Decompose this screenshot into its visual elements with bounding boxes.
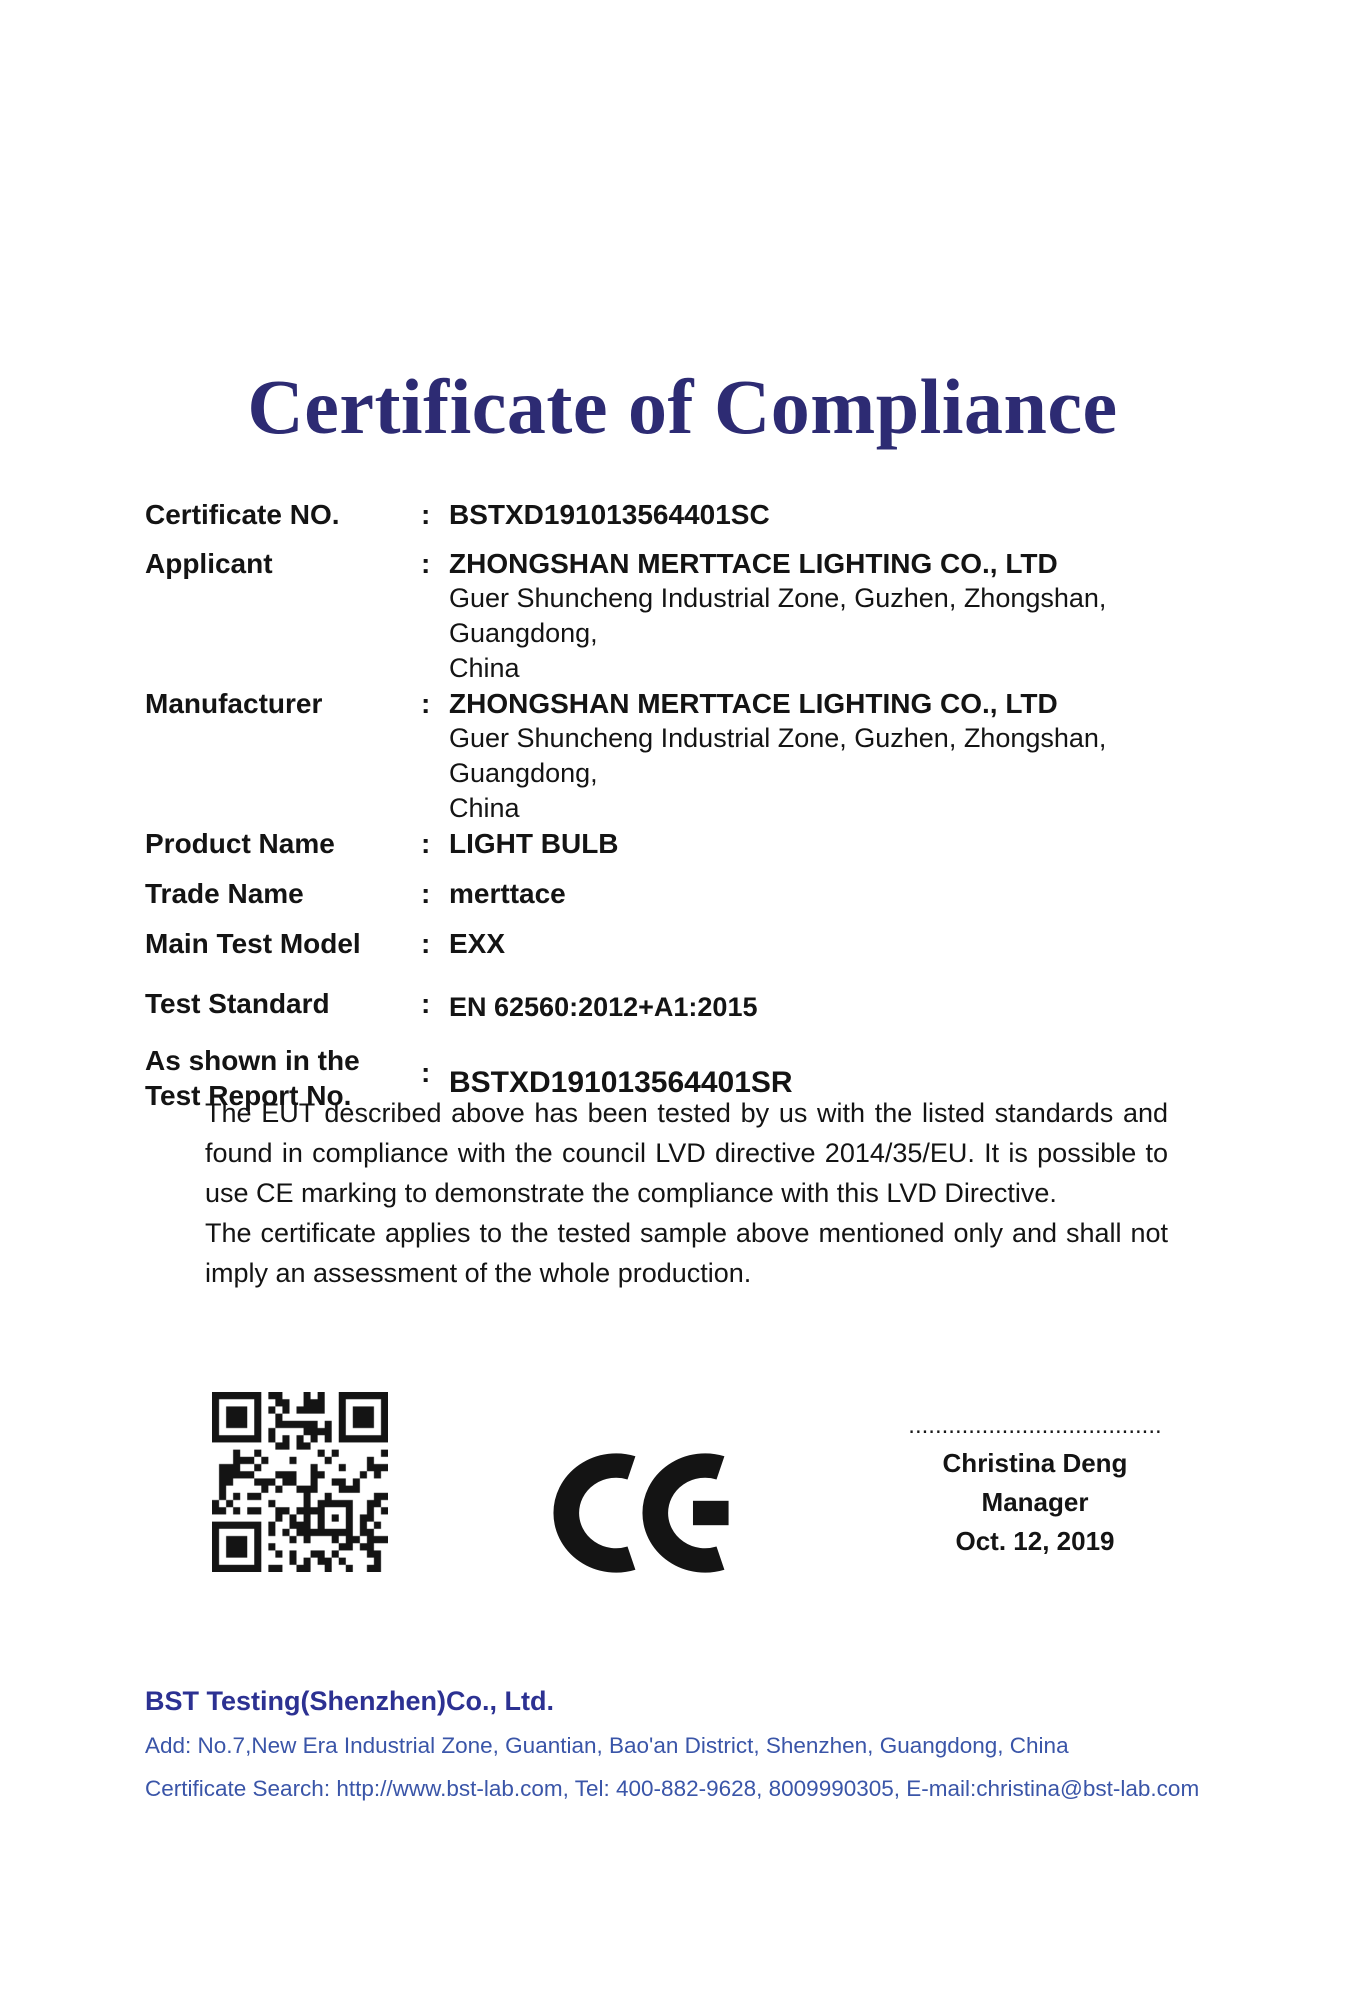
signer-name: Christina Deng	[942, 1448, 1128, 1478]
issuer-address: Add: No.7,New Era Industrial Zone, Guantian, Bao'an District, Shenzhen, Guangdong, China	[145, 1733, 1069, 1758]
applicant-address-line: Guer Shuncheng Industrial Zone, Guzhen, Zhongshan, Guangdong,	[449, 583, 1107, 648]
field-colon: :	[421, 988, 431, 1019]
ce-mark-icon	[552, 1452, 730, 1574]
field-label-line1: As shown in the	[145, 1045, 360, 1076]
field-colon: :	[421, 499, 431, 530]
applicant-address-country: China	[449, 653, 520, 683]
field-manufacturer	[145, 686, 1185, 826]
field-main-test-model	[145, 926, 1185, 961]
issuer-company-name: BST Testing(Shenzhen)Co., Ltd.	[145, 1686, 554, 1716]
field-product-name	[145, 826, 1185, 861]
field-value: EXX	[449, 928, 506, 959]
manufacturer-address-country: China	[449, 793, 520, 823]
compliance-paragraph-1: The EUT described above has been tested by us with the listed standards and found in compliance with the council LVD directive 2014/35/EU. It is possible to use CE marking to demonstrate the compliance with this LVD Directive.	[205, 1098, 1168, 1208]
field-value: EN 62560:2012+A1:2015	[449, 992, 758, 1022]
field-label: Certificate NO.	[145, 499, 340, 530]
manufacturer-address-line: Guer Shuncheng Industrial Zone, Guzhen, Zhongshan, Guangdong,	[449, 723, 1107, 788]
page-title: Certificate of Compliance	[247, 363, 1118, 450]
field-value: BSTXD191013564401SR	[449, 1066, 793, 1099]
compliance-statement	[205, 1093, 1168, 1293]
field-value: BSTXD191013564401SC	[449, 499, 770, 530]
field-label: Manufacturer	[145, 688, 323, 719]
field-trade-name	[145, 876, 1185, 911]
field-value: LIGHT BULB	[449, 828, 619, 859]
field-label: Main Test Model	[145, 928, 361, 959]
signature-block	[900, 1412, 1170, 1556]
issuer-footer	[145, 1686, 1220, 1802]
field-value-block	[449, 686, 1185, 826]
qr-code	[212, 1392, 388, 1572]
field-colon: :	[421, 828, 431, 859]
field-value: merttace	[449, 878, 566, 909]
issue-date: Oct. 12, 2019	[955, 1526, 1115, 1556]
field-label: Trade Name	[145, 878, 304, 909]
field-label: Test Standard	[145, 988, 330, 1019]
field-label: Product Name	[145, 828, 335, 859]
field-value: ZHONGSHAN MERTTACE LIGHTING CO., LTD	[449, 548, 1058, 579]
field-colon: :	[421, 548, 431, 579]
field-colon: :	[421, 928, 431, 959]
signer-role: Manager	[981, 1487, 1089, 1517]
field-applicant	[145, 546, 1185, 686]
field-colon: :	[421, 688, 431, 719]
field-value: ZHONGSHAN MERTTACE LIGHTING CO., LTD	[449, 688, 1058, 719]
field-colon: :	[421, 1057, 431, 1088]
signature-dotted-line: ......................................	[908, 1412, 1162, 1439]
certificate-fields	[145, 497, 1185, 1113]
certificate-search-line: Certificate Search: http://www.bst-lab.com, Tel: 400-882-9628, 8009990305, E-mail:christina@bst-lab.com	[145, 1776, 1200, 1801]
compliance-paragraph-2: The certificate applies to the tested sample above mentioned only and shall not imply an assessment of the whole production.	[205, 1218, 1168, 1288]
field-test-standard	[145, 986, 1185, 1025]
field-colon: :	[421, 878, 431, 909]
field-value-block	[449, 546, 1185, 686]
field-certificate-no	[145, 497, 1185, 532]
field-label: Applicant	[145, 548, 273, 579]
field-label-line2: Test Report No.	[145, 1080, 352, 1111]
